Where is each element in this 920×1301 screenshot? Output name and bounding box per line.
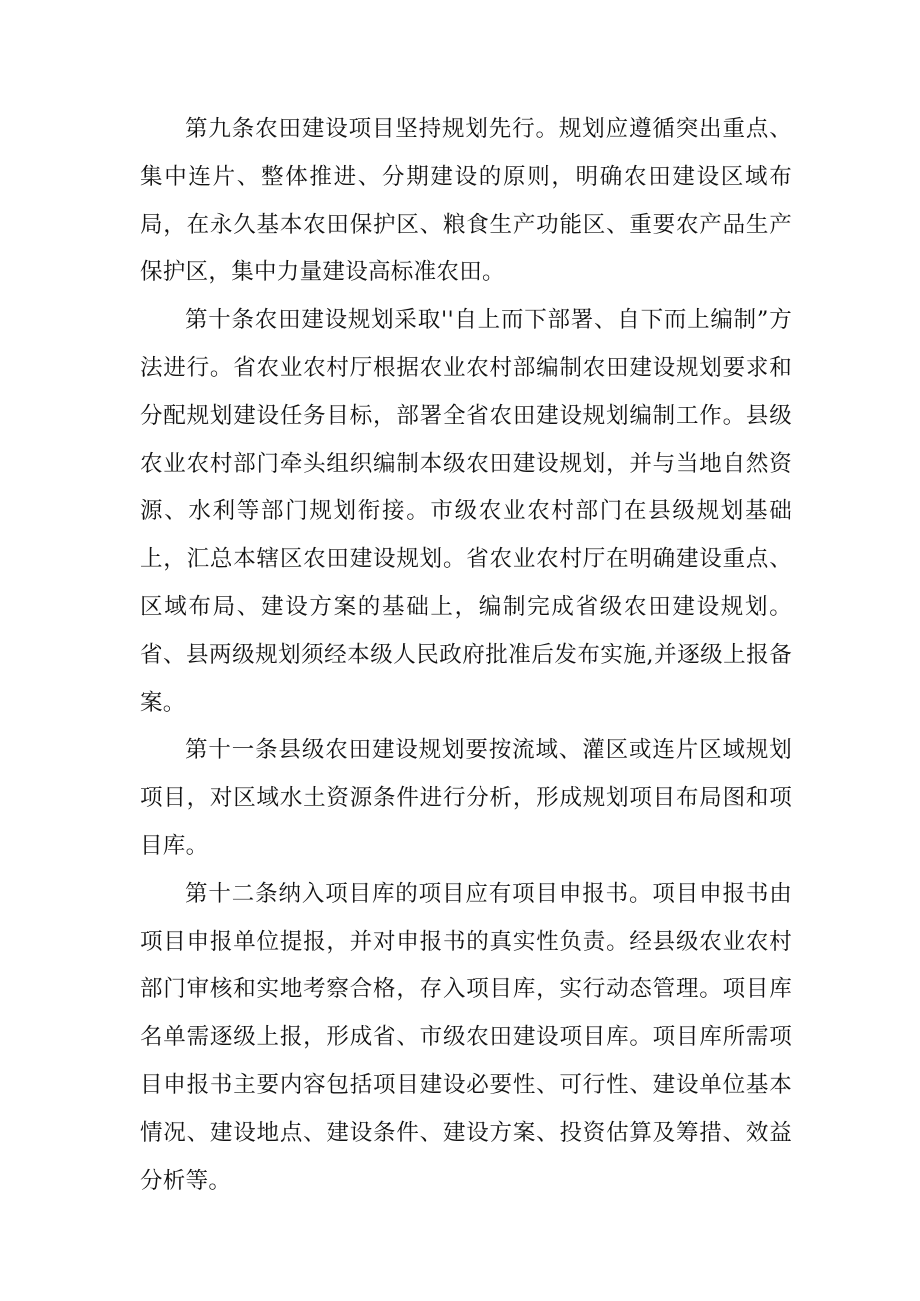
article-10-paragraph: 第十条农田建设规划采取''自上而下部署、自下而上编制”方法进行。省农业农村厅根据农业农村部编制农田建设规划要求和分配规划建设任务目标，部署全省农田建设规划编制工作。县级农业农村部门牵头组织编制本级农田建设规划，并与当地自然资源、水利等部门规划衔接。市级农业农村部门在县级规划基础上，汇总本辖区农田建设规划。省农业农村厅在明确建设重点、区域布局、建设方案的基础上，编制完成省级农田建设规划。省、县两级规划须经本级人民政府批准后发布实施,并逐级上报备案。 — [140, 307, 792, 716]
article-11-paragraph: 第十一条县级农田建设规划要按流域、灌区或连片区域规划项目，对区域水土资源条件进行分析，形成规划项目布局图和项目库。 — [140, 737, 792, 859]
article-12-paragraph: 第十二条纳入项目库的项目应有项目申报书。项目申报书由项目申报单位提报，并对申报书的真实性负责。经县级农业农村部门审核和实地考察合格，存入项目库，实行动态管理。项目库名单需逐级上报，形成省、市级农田建设项目库。项目库所需项目申报书主要内容包括项目建设必要性、可行性、建设单位基本情况、建设地点、建设条件、建设方案、投资估算及筹措、效益分析等。 — [140, 880, 792, 1194]
document-body — [140, 106, 792, 1205]
article-9-paragraph: 第九条农田建设项目坚持规划先行。规划应遵循突出重点、集中连片、整体推进、分期建设的原则，明确农田建设区域布局，在永久基本农田保护区、粮食生产功能区、重要农产品生产保护区，集中力量建设高标准农田。 — [140, 116, 792, 286]
